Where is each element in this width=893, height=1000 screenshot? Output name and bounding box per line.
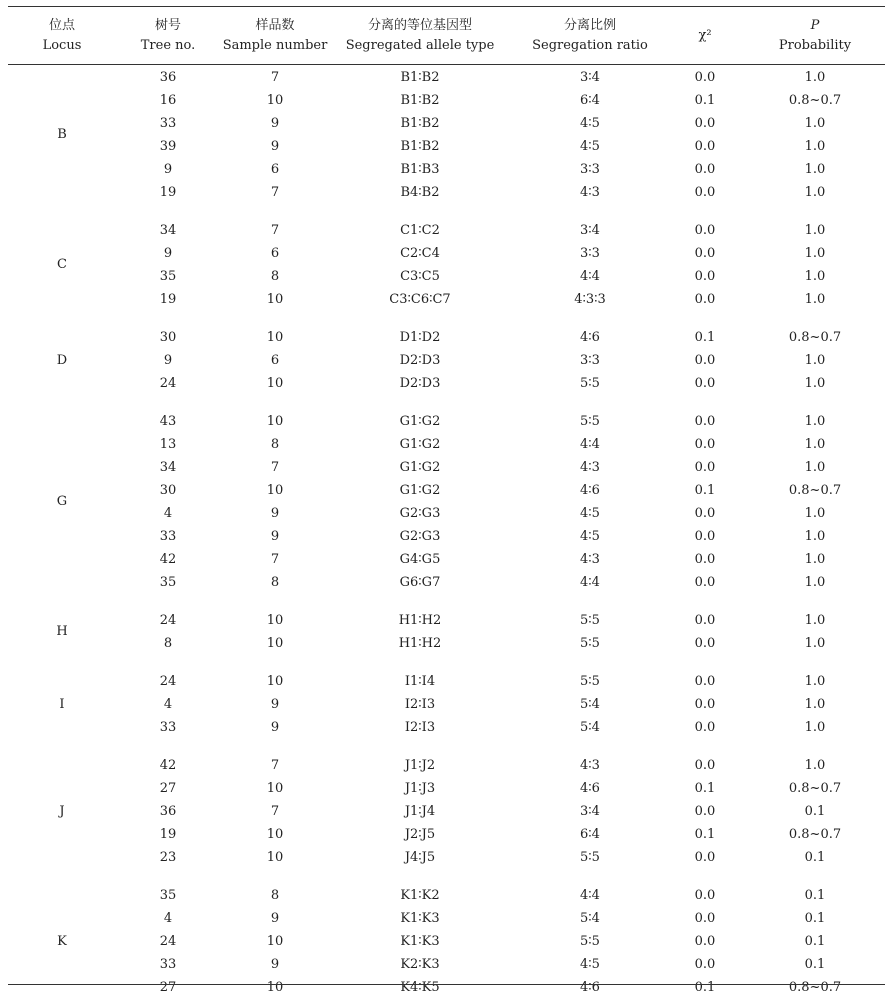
chi-square-cell: 0.0	[694, 352, 716, 368]
sample-number-cell: 8	[270, 887, 280, 903]
probability-cell: 0.1	[804, 956, 826, 972]
segregation-ratio-cell: 3∶3	[580, 352, 600, 368]
sample-number-cell: 9	[270, 505, 280, 521]
segregation-ratio-cell: 4∶5	[580, 505, 600, 521]
segregation-ratio-cell: 4∶6	[580, 979, 600, 995]
allele-type-cell: B1∶B2	[400, 115, 440, 131]
segregation-ratio-cell: 4∶5	[580, 956, 600, 972]
sample-number-cell: 10	[266, 826, 284, 842]
tree-no-cell: 36	[159, 69, 177, 85]
chi-square-cell: 0.0	[694, 612, 716, 628]
chi-square-cell: 0.0	[694, 245, 716, 261]
allele-type-cell: G1∶G2	[399, 482, 441, 498]
probability-cell: 1.0	[804, 352, 826, 368]
segregation-ratio-cell: 4∶3	[580, 757, 600, 773]
chi-square-cell: 0.1	[694, 482, 716, 498]
segregation-ratio-cell: 5∶5	[580, 375, 600, 391]
probability-cell: 1.0	[804, 69, 826, 85]
allele-type-cell: G1∶G2	[399, 413, 441, 429]
allele-type-cell: I2∶I3	[404, 696, 436, 712]
chi-square-cell: 0.0	[694, 696, 716, 712]
header-chi-square	[670, 26, 740, 46]
tree-no-cell: 4	[163, 505, 173, 521]
allele-type-cell: I2∶I3	[404, 719, 436, 735]
chi-square-cell: 0.0	[694, 268, 716, 284]
probability-cell: 1.0	[804, 436, 826, 452]
tree-no-cell: 35	[159, 574, 177, 590]
allele-type-cell: D2∶D3	[399, 352, 441, 368]
segregation-ratio-cell: 5∶5	[580, 673, 600, 689]
locus-label: C	[57, 257, 67, 272]
probability-cell: 1.0	[804, 673, 826, 689]
tree-no-cell: 9	[163, 245, 173, 261]
sample-number-cell: 10	[266, 849, 284, 865]
header-probability-en: Probability	[778, 38, 852, 53]
locus-label: J	[59, 803, 65, 819]
allele-type-cell: B1∶B2	[400, 138, 440, 154]
chi-square-cell: 0.0	[694, 757, 716, 773]
header-allele-type	[335, 16, 505, 56]
sample-number-cell: 10	[266, 482, 284, 498]
tree-no-cell: 33	[159, 528, 177, 544]
chi-square-cell: 0.0	[694, 413, 716, 429]
allele-type-cell: D2∶D3	[399, 375, 441, 391]
tree-no-cell: 24	[159, 673, 177, 689]
header-locus-en: Locus	[42, 38, 82, 53]
header-chi-square-zh: χ²	[698, 28, 712, 43]
segregation-ratio-cell: 4∶4	[580, 268, 600, 284]
header-sample-number-en: Sample number	[222, 38, 328, 53]
header-segregation-ratio	[515, 16, 665, 56]
probability-cell: 1.0	[804, 375, 826, 391]
probability-cell: 1.0	[804, 574, 826, 590]
header-segregation-ratio-zh: 分离比例	[563, 18, 616, 33]
segregation-ratio-cell: 3∶4	[580, 69, 600, 85]
allele-type-cell: K1∶K3	[400, 910, 440, 926]
chi-square-cell: 0.0	[694, 436, 716, 452]
probability-cell: 0.1	[804, 849, 826, 865]
chi-square-cell: 0.0	[694, 803, 716, 819]
tree-no-cell: 33	[159, 719, 177, 735]
sample-number-cell: 6	[270, 161, 280, 177]
header-sample-number	[215, 16, 335, 56]
allele-type-cell: K2∶K3	[400, 956, 440, 972]
chi-square-cell: 0.1	[694, 979, 716, 995]
sample-number-cell: 10	[266, 291, 284, 307]
segregation-ratio-cell: 5∶5	[580, 849, 600, 865]
segregation-ratio-cell: 4∶5	[580, 115, 600, 131]
sample-number-cell: 9	[270, 719, 280, 735]
sample-number-cell: 7	[270, 551, 280, 567]
probability-cell: 0.1	[804, 803, 826, 819]
sample-number-cell: 7	[270, 803, 280, 819]
sample-number-cell: 8	[270, 268, 280, 284]
allele-type-cell: C3∶C6∶C7	[389, 291, 451, 307]
segregation-ratio-cell: 4∶3	[580, 459, 600, 475]
header-tree-no	[128, 16, 208, 56]
header-probability-symbol: P	[810, 18, 820, 33]
allele-type-cell: J4∶J5	[404, 849, 436, 865]
tree-no-cell: 19	[159, 291, 177, 307]
probability-cell: 0.1	[804, 887, 826, 903]
header-segregation-ratio-en: Segregation ratio	[532, 38, 648, 53]
probability-cell: 1.0	[804, 635, 826, 651]
header-probability	[765, 16, 865, 56]
segregation-ratio-cell: 4∶6	[580, 780, 600, 796]
probability-cell: 0.8~0.7	[788, 92, 842, 108]
tree-no-cell: 9	[163, 161, 173, 177]
allele-type-cell: B1∶B2	[400, 92, 440, 108]
sample-number-cell: 10	[266, 375, 284, 391]
chi-square-cell: 0.0	[694, 673, 716, 689]
allele-type-cell: B1∶B2	[400, 69, 440, 85]
allele-type-cell: G1∶G2	[399, 459, 441, 475]
segregation-ratio-cell: 4∶4	[580, 574, 600, 590]
sample-number-cell: 9	[270, 956, 280, 972]
segregation-ratio-cell: 4∶3	[580, 184, 600, 200]
top-rule	[8, 6, 885, 7]
allele-type-cell: C2∶C4	[400, 245, 440, 261]
chi-square-cell: 0.0	[694, 222, 716, 238]
tree-no-cell: 4	[163, 696, 173, 712]
chi-square-cell: 0.0	[694, 69, 716, 85]
sample-number-cell: 8	[270, 436, 280, 452]
probability-cell: 0.8~0.7	[788, 329, 842, 345]
locus-label: G	[56, 494, 68, 509]
sample-number-cell: 10	[266, 635, 284, 651]
allele-type-cell: J1∶J4	[404, 803, 436, 819]
sample-number-cell: 9	[270, 138, 280, 154]
chi-square-cell: 0.0	[694, 528, 716, 544]
chi-square-cell: 0.0	[694, 849, 716, 865]
sample-number-cell: 10	[266, 92, 284, 108]
allele-type-cell: I1∶I4	[404, 673, 436, 689]
allele-type-cell: G1∶G2	[399, 436, 441, 452]
segregation-ratio-cell: 5∶5	[580, 413, 600, 429]
chi-square-cell: 0.0	[694, 635, 716, 651]
allele-type-cell: G2∶G3	[399, 505, 441, 521]
tree-no-cell: 16	[159, 92, 177, 108]
sample-number-cell: 9	[270, 528, 280, 544]
allele-type-cell: K1∶K2	[400, 887, 440, 903]
probability-cell: 1.0	[804, 528, 826, 544]
chi-square-cell: 0.0	[694, 115, 716, 131]
segregation-ratio-cell: 4∶6	[580, 329, 600, 345]
probability-cell: 1.0	[804, 696, 826, 712]
tree-no-cell: 35	[159, 268, 177, 284]
allele-type-cell: C1∶C2	[400, 222, 440, 238]
header-rule	[8, 64, 885, 65]
chi-square-cell: 0.0	[694, 291, 716, 307]
probability-cell: 1.0	[804, 268, 826, 284]
probability-cell: 0.8~0.7	[788, 780, 842, 796]
probability-cell: 1.0	[804, 459, 826, 475]
locus-label: D	[56, 352, 68, 368]
sample-number-cell: 7	[270, 184, 280, 200]
segregation-ratio-cell: 5∶5	[580, 635, 600, 651]
segregation-ratio-cell: 5∶5	[580, 612, 600, 628]
sample-number-cell: 7	[270, 222, 280, 238]
allele-type-cell: H1∶H2	[398, 635, 442, 651]
sample-number-cell: 8	[270, 574, 280, 590]
tree-no-cell: 30	[159, 482, 177, 498]
chi-square-cell: 0.0	[694, 956, 716, 972]
segregation-ratio-cell: 4∶3	[580, 551, 600, 567]
header-tree-no-en: Tree no.	[140, 38, 196, 53]
tree-no-cell: 4	[163, 910, 173, 926]
sample-number-cell: 9	[270, 696, 280, 712]
tree-no-cell: 30	[159, 329, 177, 345]
locus-label: K	[57, 933, 67, 949]
sample-number-cell: 10	[266, 673, 284, 689]
tree-no-cell: 27	[159, 780, 177, 796]
tree-no-cell: 34	[159, 459, 177, 475]
sample-number-cell: 10	[266, 933, 284, 949]
chi-square-cell: 0.0	[694, 574, 716, 590]
probability-cell: 1.0	[804, 291, 826, 307]
segregation-ratio-cell: 3∶3	[580, 245, 600, 261]
tree-no-cell: 24	[159, 375, 177, 391]
allele-type-cell: J1∶J3	[404, 780, 436, 796]
probability-cell: 1.0	[804, 719, 826, 735]
segregation-ratio-cell: 6∶4	[580, 826, 600, 842]
probability-cell: 0.1	[804, 933, 826, 949]
tree-no-cell: 27	[159, 979, 177, 995]
sample-number-cell: 9	[270, 115, 280, 131]
tree-no-cell: 19	[159, 184, 177, 200]
tree-no-cell: 43	[159, 413, 177, 429]
probability-cell: 1.0	[804, 505, 826, 521]
sample-number-cell: 7	[270, 757, 280, 773]
allele-type-cell: J2∶J5	[404, 826, 436, 842]
allele-type-cell: K4∶K5	[400, 979, 440, 995]
chi-square-cell: 0.0	[694, 375, 716, 391]
header-allele-type-zh: 分离的等位基因型	[367, 18, 472, 33]
segregation-ratio-cell: 3∶4	[580, 803, 600, 819]
allele-type-cell: G4∶G5	[399, 551, 441, 567]
locus-label: I	[59, 696, 65, 712]
tree-no-cell: 34	[159, 222, 177, 238]
tree-no-cell: 19	[159, 826, 177, 842]
allele-type-cell: G2∶G3	[399, 528, 441, 544]
locus-label: H	[56, 624, 68, 639]
tree-no-cell: 13	[159, 436, 177, 452]
probability-cell: 1.0	[804, 138, 826, 154]
chi-square-cell: 0.0	[694, 138, 716, 154]
header-locus	[22, 16, 102, 56]
locus-label: B	[57, 127, 67, 142]
segregation-ratio-cell: 5∶4	[580, 696, 600, 712]
probability-cell: 0.8~0.7	[788, 482, 842, 498]
tree-no-cell: 36	[159, 803, 177, 819]
chi-square-cell: 0.1	[694, 826, 716, 842]
header-locus-zh: 位点	[48, 18, 75, 33]
header-sample-number-zh: 样品数	[255, 18, 295, 33]
probability-cell: 1.0	[804, 222, 826, 238]
chi-square-cell: 0.0	[694, 505, 716, 521]
tree-no-cell: 42	[159, 551, 177, 567]
chi-square-cell: 0.1	[694, 780, 716, 796]
probability-cell: 0.8~0.7	[788, 979, 842, 995]
allele-type-cell: C3∶C5	[400, 268, 440, 284]
chi-square-cell: 0.0	[694, 184, 716, 200]
chi-square-cell: 0.0	[694, 551, 716, 567]
chi-square-cell: 0.1	[694, 329, 716, 345]
probability-cell: 1.0	[804, 161, 826, 177]
chi-square-cell: 0.0	[694, 719, 716, 735]
segregation-ratio-cell: 4∶4	[580, 436, 600, 452]
header-tree-no-zh: 树号	[154, 18, 181, 33]
tree-no-cell: 33	[159, 956, 177, 972]
segregation-ratio-cell: 4∶5	[580, 528, 600, 544]
sample-number-cell: 10	[266, 780, 284, 796]
segregation-ratio-cell: 4∶5	[580, 138, 600, 154]
allele-type-cell: B4∶B2	[400, 184, 440, 200]
sample-number-cell: 10	[266, 979, 284, 995]
sample-number-cell: 7	[270, 459, 280, 475]
header-allele-type-en: Segregated allele type	[345, 38, 495, 53]
segregation-ratio-cell: 5∶4	[580, 719, 600, 735]
allele-type-cell: G6∶G7	[399, 574, 441, 590]
tree-no-cell: 24	[159, 933, 177, 949]
chi-square-cell: 0.0	[694, 459, 716, 475]
sample-number-cell: 9	[270, 910, 280, 926]
probability-cell: 1.0	[804, 551, 826, 567]
segregation-ratio-cell: 4∶6	[580, 482, 600, 498]
allele-type-cell: B1∶B3	[400, 161, 440, 177]
probability-cell: 1.0	[804, 184, 826, 200]
sample-number-cell: 6	[270, 352, 280, 368]
allele-type-cell: D1∶D2	[399, 329, 441, 345]
probability-cell: 1.0	[804, 757, 826, 773]
sample-number-cell: 10	[266, 413, 284, 429]
segregation-ratio-cell: 3∶4	[580, 222, 600, 238]
allele-type-cell: H1∶H2	[398, 612, 442, 628]
chi-square-cell: 0.0	[694, 910, 716, 926]
probability-cell: 0.1	[804, 910, 826, 926]
chi-square-cell: 0.0	[694, 161, 716, 177]
segregation-ratio-cell: 4∶4	[580, 887, 600, 903]
segregation-ratio-cell: 5∶4	[580, 910, 600, 926]
segregation-ratio-cell: 4∶3∶3	[574, 291, 606, 307]
tree-no-cell: 23	[159, 849, 177, 865]
allele-type-cell: J1∶J2	[404, 757, 436, 773]
segregation-ratio-cell: 3∶3	[580, 161, 600, 177]
tree-no-cell: 9	[163, 352, 173, 368]
segregation-ratio-cell: 6∶4	[580, 92, 600, 108]
bottom-rule	[8, 984, 885, 985]
chi-square-cell: 0.0	[694, 933, 716, 949]
tree-no-cell: 39	[159, 138, 177, 154]
tree-no-cell: 33	[159, 115, 177, 131]
allele-type-cell: K1∶K3	[400, 933, 440, 949]
tree-no-cell: 8	[163, 635, 173, 651]
tree-no-cell: 42	[159, 757, 177, 773]
sample-number-cell: 10	[266, 329, 284, 345]
probability-cell: 1.0	[804, 245, 826, 261]
sample-number-cell: 6	[270, 245, 280, 261]
probability-cell: 1.0	[804, 612, 826, 628]
tree-no-cell: 24	[159, 612, 177, 628]
sample-number-cell: 10	[266, 612, 284, 628]
segregation-ratio-cell: 5∶5	[580, 933, 600, 949]
sample-number-cell: 7	[270, 69, 280, 85]
tree-no-cell: 35	[159, 887, 177, 903]
probability-cell: 0.8~0.7	[788, 826, 842, 842]
chi-square-cell: 0.0	[694, 887, 716, 903]
probability-cell: 1.0	[804, 413, 826, 429]
probability-cell: 1.0	[804, 115, 826, 131]
chi-square-cell: 0.1	[694, 92, 716, 108]
